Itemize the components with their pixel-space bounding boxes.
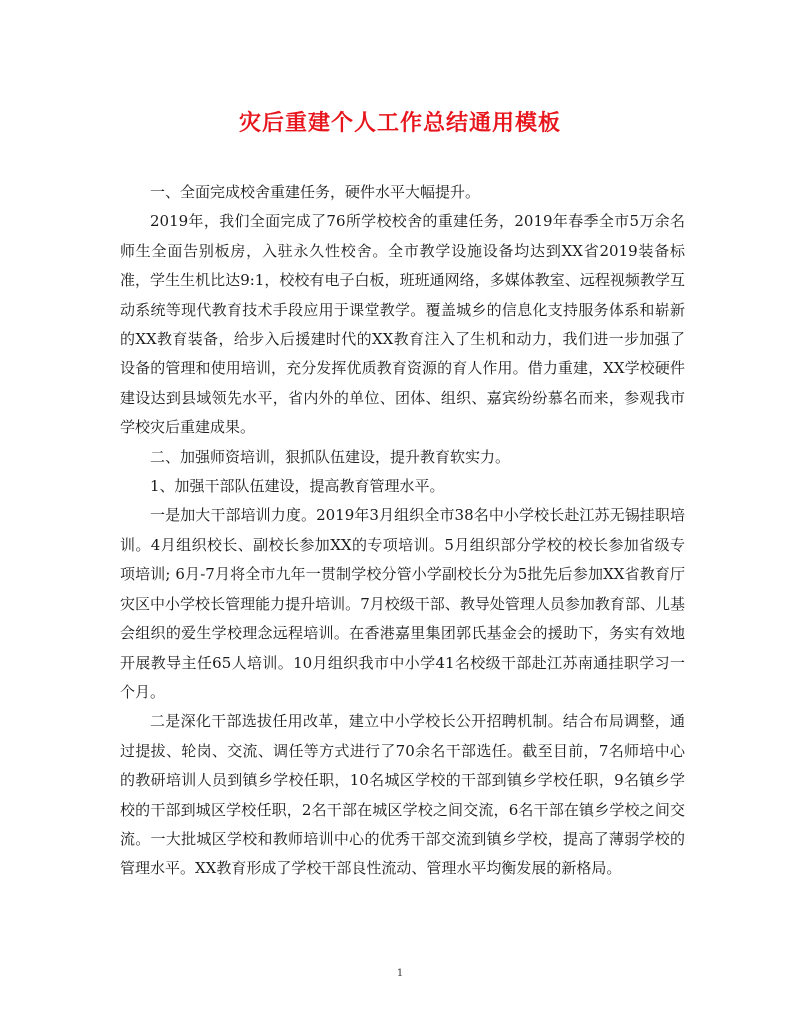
body-paragraph: 一是加大干部培训力度。2019年3月组织全市38名中小学校长赴江苏无锡挂职培训。4月组织校长、副校长参加XX的专项培训。5月组织部分学校的校长参加省级专项培训; 6月-7月将全市九年一贯制学校分管小学副校长分为5批先后参加XX省教育厅灾区中小学校长管理能力提升培训。7月校级干部、教导处管理人员参加教育部、儿基会组织的爱生学校理念远程培训。在香港嘉里集团郭氏基金会的援助下，务实有效地开展教导主任65人培训。10月组织我市中小学41名校级干部赴江苏南通挂职学习一个月。 <box>120 506 685 701</box>
document-title: 灾后重建个人工作总结通用模板 <box>238 110 561 136</box>
body-paragraph: 二是深化干部选拔任用改革，建立中小学校长公开招聘机制。结合布局调整，通过提拔、轮岗、交流、调任等方式进行了70余名干部选任。截至目前，7名师培中心的教研培训人员到镇乡学校任职，10名城区学校的干部到镇乡学校任职，9名镇乡学校的干部到城区学校任职，2名干部在城区学校之间交流，6名干部在镇乡学校之间交流。一大批城区学校和教师培训中心的优秀干部交流到镇乡学校，提高了薄弱学校的管理水平。XX教育形成了学校干部良性流动、管理水平均衡发展的新格局。 <box>120 712 685 878</box>
section-heading-1: 一、全面完成校舍重建任务，硬件水平大幅提升。 <box>150 183 481 201</box>
subsection-heading: 1、加强干部队伍建设，提高教育管理水平。 <box>150 477 445 496</box>
document-body <box>120 178 685 884</box>
body-paragraph: 2019年，我们全面完成了76所学校校舍的重建任务，2019年春季全市5万余名师生全面告别板房，入驻永久性校舍。全市教学设施设备均达到XX省2019装备标准，学生生机比达9:1，校校有电子白板，班班通网络，多媒体教室、远程视频教学互动系统等现代教育技术手段应用于课堂教学。覆盖城乡的信息化支持服务体系和崭新的XX教育装备，给步入后援建时代的XX教育注入了生机和动力，我们进一步加强了设备的管理和使用培训，充分发挥优质教育资源的育人作用。借力重建，XX学校硬件建设达到县域领先水平，省内外的单位、团体、组织、嘉宾纷纷慕名而来，参观我市学校灾后重建成果。 <box>120 212 685 437</box>
section-heading-2: 二、加强师资培训，狠抓队伍建设，提升教育软实力。 <box>150 447 511 466</box>
page-number: 1 <box>396 968 404 979</box>
